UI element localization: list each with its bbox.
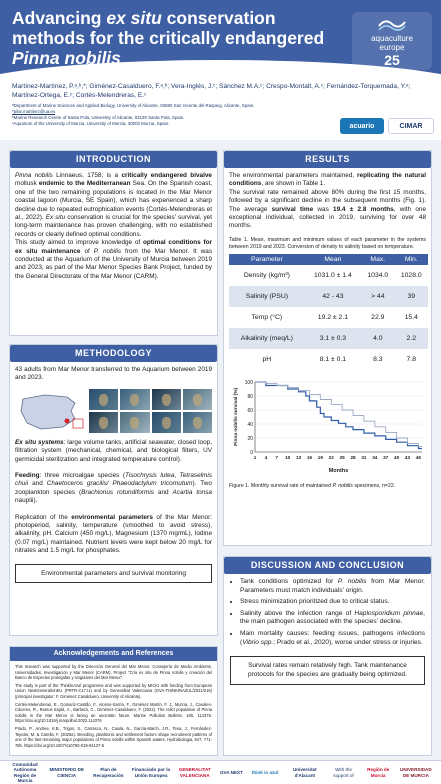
wave-icon	[377, 16, 407, 32]
tank-photo	[89, 389, 118, 410]
table-cell: 19.2 ± 2.1	[305, 307, 361, 328]
table-row	[229, 328, 428, 349]
x-tick-label: 46	[415, 455, 421, 461]
tank-photo	[89, 412, 118, 433]
table-row	[229, 265, 428, 286]
poster-header	[0, 0, 441, 140]
table-row	[229, 307, 428, 328]
parameters-table	[229, 254, 428, 370]
table-cell: 8.1 ± 0.1	[305, 349, 361, 370]
sponsor-logo: GVA NEXT	[219, 769, 243, 775]
sponsor-logo: think in azul	[251, 769, 279, 775]
table-cell: 22.9	[361, 307, 394, 328]
tank-photos	[89, 389, 212, 433]
table-cell: 42 - 43	[305, 286, 361, 307]
cimar-logo: CIMAR	[388, 118, 434, 134]
x-tick-label: 43	[404, 455, 411, 461]
x-tick-label: 7	[275, 455, 279, 461]
sponsor-logo: Comunidad Autónoma Región de Murcia	[12, 761, 38, 783]
list-item: • Tank conditions optimized for P. nobilis from Mar Menor. Parameters must match individuals' origin.	[240, 578, 425, 595]
results-heading: RESULTS	[224, 151, 431, 168]
list-item: • Stress minimization prioritized due to critical status.	[240, 598, 425, 607]
table-cell: 15.4	[395, 307, 428, 328]
table-row	[229, 349, 428, 370]
poster-title: Advancing ex situ conservation methods for the critically endangered Pinna nobilis	[12, 8, 325, 68]
x-tick-label: 22	[328, 455, 334, 461]
x-tick-label: 10	[285, 455, 291, 461]
table-cell: 1034.0	[361, 265, 394, 286]
table-header-row	[229, 254, 428, 265]
figure-caption: Figure 1. Monthly survival rate of maintained P. nobilis specimens, n=22.	[229, 483, 396, 490]
table-header-cell: Mean	[305, 254, 361, 265]
x-tick-label: 40	[394, 455, 400, 461]
sponsor-logo: Región de Murcia	[367, 767, 390, 778]
results-section	[223, 150, 432, 546]
y-tick-label: 40	[247, 422, 253, 429]
monitoring-note: Environmental parameters and survival monitoring	[15, 564, 212, 583]
table-cell: > 44	[361, 286, 394, 307]
introduction-text: Pinna nobilis Linnaeus, 1758, is a critically endangered bivalve mollusk endemic to the Mediterranean Sea. On the Spanish coast, one of the two remaining populations is located in the Mar Menor coastal lagoon (Murcia, SE Spain), which has experienced a sharp decline due to repeated eutrophication events (Cortés-Melendreras et al., 2022). Ex situ conservation is crucial for the species' survival, yet long-term maintenance has proven challenging, with no established records or clearly defined optimal conditions. This study aimed to improve knowledge of optimal conditions for ex situ maintenance of P. nobilis from the Mar Menor. It was conducted at the Aquarium of the University of Murcia between 2019 and 2023, as part of the Mar Menor Species Bank Project, funded by the General Directorate of the Mar Menor (CARM).	[15, 172, 213, 280]
discussion-section	[223, 556, 432, 756]
introduction-section	[9, 150, 218, 336]
list-item: • Salinity above the infection range of Haplosporidium pinnae, the main pathogen associated with the species' decline.	[240, 610, 425, 627]
table-cell: 1031.0 ± 1.4	[305, 265, 361, 286]
methodology-systems: Ex situ systems: large volume tanks, artificial seawater, closed loop, filtration system (mechanical, chemical, and biological filters, UV germicidal sterilization and integrated temperature control).	[15, 438, 212, 463]
methodology-heading: METHODOLOGY	[10, 345, 217, 362]
table-body	[229, 265, 428, 370]
tank-photo	[152, 389, 181, 410]
x-tick-label: 19	[317, 455, 323, 461]
support-label: With the support of	[333, 767, 354, 778]
table-row	[229, 286, 428, 307]
table-cell: 1028.0	[395, 265, 428, 286]
x-tick-label: 25	[339, 455, 345, 461]
table-cell: Salinity (PSU)	[229, 286, 305, 307]
authors-line: Martínez-Martínez, P.ᵃ,ᵇ,*; Giménez-Casalduero, F.ᵃ,ᵇ; Vera-Inglés, J.ᶜ; Sánchez M.A.ᶜ; Crespo-Montalt, A.ᶜ; Fernández-Torquemada, Y.ᵃ; Martínez-Ortega, E.ᶜ; Cortés-Melendreras, E.ᶜ	[12, 83, 411, 99]
x-tick-label: 28	[350, 455, 356, 461]
table-cell: 2.2	[395, 328, 428, 349]
conclusion-note: Survival rates remain relatively high. Tank maintenance protocols for the species are gradually being optimized.	[230, 656, 425, 685]
y-tick-label: 0	[250, 450, 253, 457]
affiliations: ᵃDepartment of Marine Sciences and Applied Biology, University of Alicante, 03690 San Vicente del Raspeig, Alicante, Spain. *pilar.martinez@ua.es ᵇMarine Research Centre of Santa Pola, University of Alicante, 03130 Santa Pola, Spain. ᶜAquarium of the University of Murcia, University of Murcia, 30002 Murcia, Spain.	[12, 103, 255, 126]
list-item: • Main mortality causes: feeding issues, pathogens infections (Vibrio spp.; Prado et al., 2020), worse under stress or injuries.	[240, 630, 425, 647]
chart-background	[229, 376, 428, 476]
y-tick-label: 20	[247, 436, 253, 443]
discussion-list	[224, 574, 431, 654]
table-header-cell: Parameter	[229, 254, 305, 265]
table-caption: Table 1. Mean, maximum and minimum values of each parameter in the systems between 2019 and 2023. Conversion of density to salinity based on temperature.	[229, 236, 426, 250]
table-cell: Alkalinity (meq/L)	[229, 328, 305, 349]
sponsor-logo: GENERALITAT VALENCIANA	[178, 767, 211, 778]
sponsor-logo: Universitat d'Alacant	[292, 767, 317, 778]
acknowledgements-heading: Acknowledgements and References	[10, 647, 217, 661]
methodology-section	[9, 344, 218, 636]
methodology-intro: 43 adults from Mar Menor transferred to the Aquarium between 2019 and 2023.	[15, 366, 212, 382]
table-cell: Density (kg/m³)	[229, 265, 305, 286]
x-tick-label: 34	[372, 455, 378, 461]
discussion-heading: DISCUSSION AND CONCLUSION	[224, 557, 431, 574]
table-header-cell: Min.	[395, 254, 428, 265]
table-cell: 7.8	[395, 349, 428, 370]
tank-photo	[152, 412, 181, 433]
x-tick-label: 37	[383, 455, 389, 461]
acknowledgements-section	[9, 646, 218, 756]
sponsor-footer	[0, 760, 441, 784]
introduction-heading: INTRODUCTION	[10, 151, 217, 168]
tank-photo	[183, 389, 212, 410]
x-axis-label: Months	[328, 468, 349, 475]
methodology-figures	[10, 387, 217, 435]
results-text: The environmental parameters maintained, replicating the natural conditions, are shown in Table 1. The survival rate remained above 80% during the first 15 months, followed by a significant decline in the subsequent months (Fig. 1). The average survival time was 19.4 ± 2.8 months, with one exceptional individual, collected in 2019, surviving for over 48 months.	[229, 172, 427, 230]
tank-photo	[120, 412, 149, 433]
tank-photo	[183, 412, 212, 433]
acuario-logo: acuario	[340, 118, 384, 134]
sponsor-logo: UNIVERSIDAD DE MURCIA	[400, 767, 432, 778]
table-cell: Temp (°C)	[229, 307, 305, 328]
table-cell: 3.1 ± 0.3	[305, 328, 361, 349]
sponsor-logo: Financiado por la Unión Europea	[132, 767, 171, 778]
acknowledgements-text: This research was supported by the Dirección General del Mar Menor, Consejería de Medio Ambiente, Universidades, Investigación y Mar Menor (CARM), Project "Cría ex situ de Pinna nobilis y creación del Banco de Especies protegidas y singulares del Mar Menor". The study is part of the ThinkInAzul programme and was supported by MICIU with funding from European Union NextGenerationEU (PRTR-C17.I1) and by Generalitat Valenciana (GVA-THINKINAZUL/2021/016) (principal investigator: F. Giménez Casalduero, University of Alicante). Cortés-Melendreras, E., Gomariz-Castillo, F., Alonso-Sarría, F., Giménez Martín, F. J., Murcia, J., Canales-Cáceres, R., Ramos Esplá, A., Barberá, C., Giménez-Casalduero, F. (2022). The relict population of Pinna nobilis in the Mar Menor is facing an uncertain future. Marine Pollution Bulletin, 185, 114376. https://doi.org/10.1016/j.marpolbul.2022.114376 Prado, P., Andree, K.B., Trigos, S., Carrasco, N., Caiola, N., García-March, J.R., Tena, J., Fernández-Tejedor, M. & Carella, F. (2020a). Breeding, planktonic and settlement factors shape recruitment patterns of one of the last remaining major populations of Pinna nobilis within Spanish waters. Hydrobiologia, 847, 771-786. https://doi.org/10.1007/s10750-019-04137-5	[15, 664, 212, 748]
table-cell: pH	[229, 349, 305, 370]
sponsor-logo: MINISTERIO DE CIENCIA	[49, 767, 84, 778]
methodology-feeding: Feeding: three microalgae species (Tisochrysis lutea, Tetraselmis chuii and Chaetoceros gracilis/ Phaeodactylum tricornutum). Two zooplankton species (Brachionus rotundiformis and Acartia tonsa nauplii).	[15, 472, 212, 505]
table-header-cell: Max.	[361, 254, 394, 265]
table-cell: 8.3	[361, 349, 394, 370]
x-tick-label: 1	[253, 455, 257, 461]
y-tick-label: 100	[244, 380, 253, 387]
x-tick-label: 13	[296, 455, 302, 461]
x-tick-label: 31	[361, 455, 367, 461]
survival-chart	[229, 376, 428, 476]
y-axis-label: Pinna nobilis survival (%)	[234, 388, 239, 447]
x-tick-label: 4	[264, 455, 268, 461]
methodology-parameters: Replication of the environmental parameters of the Mar Menor: photoperiod, salinity, temperature (smoothed to avoid stress), alkalinity, pH. Calcium (450 mg/L), Magnesium (1370 mg/mL), Iodine (0.07 mg/L) maintained. Nutrient levels were kept below 20 mg/L for nitrates and 1.5 mg/L for phosphates.	[15, 513, 212, 555]
sponsor-logo: Plan de Recuperación	[93, 767, 124, 778]
y-tick-label: 80	[247, 394, 253, 401]
y-tick-label: 60	[247, 408, 253, 415]
table-cell: 39	[395, 286, 428, 307]
tank-photo	[120, 389, 149, 410]
spain-map	[15, 389, 85, 433]
table-cell: 4.0	[361, 328, 394, 349]
aquaculture-europe-logo: aquaculture europe 25	[352, 12, 432, 70]
x-tick-label: 16	[306, 455, 313, 461]
